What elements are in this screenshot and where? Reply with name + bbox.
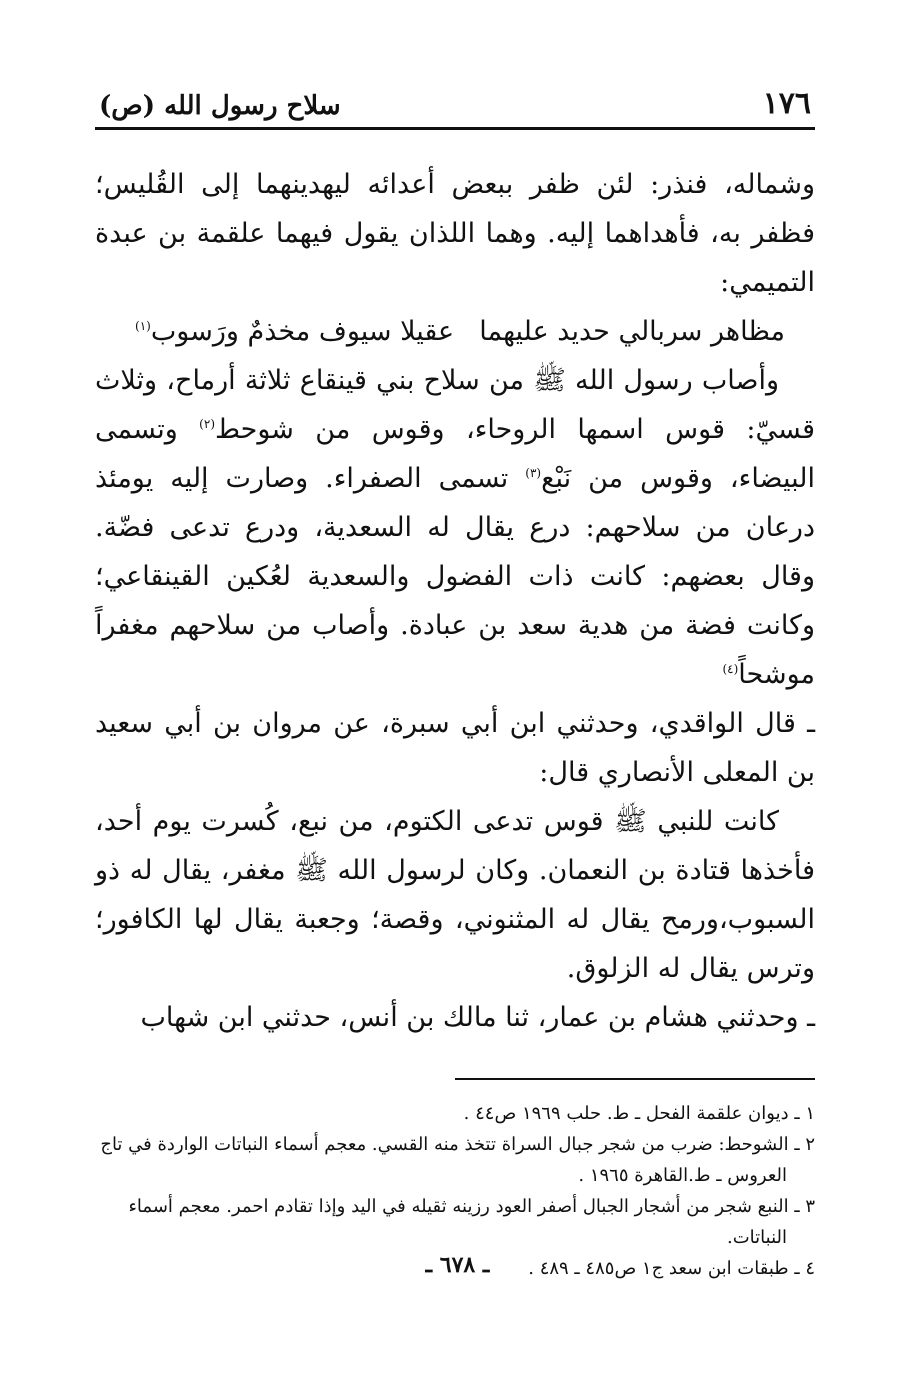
paragraph-2-part-c: تسمى الصفراء. وصارت إليه يومئذ درعان من سلاحهم: درع يقال له السعدية، ودرع تدعى فضّة. وقال بعضهم: كانت ذات الفضول والسعدية لعُكين القينقاعي؛ وكانت فضة من هدية سعد بن عبادة. وأصاب من سلاحهم مغفراً موشحاً bbox=[95, 463, 815, 690]
folio-number: ـ ٦٧٨ ـ bbox=[425, 1252, 490, 1278]
verse-first-hemistich: مظاهر سربالي حديد عليهما bbox=[479, 316, 785, 347]
paragraph-2 bbox=[95, 356, 815, 699]
book-page bbox=[95, 78, 815, 1284]
paragraph-2-part-b: وتسمى البيضاء، وقوس من نَبْع bbox=[95, 414, 815, 494]
paragraph-4: كانت للنبي ﷺ قوس تدعى الكتوم، من نبع، كُسرت يوم أحد، فأخذها قتادة بن النعمان. وكان لرسول الله ﷺ مغفر، يقال له ذو السبوب،ورمح يقال له المثنوني، وقصة؛ وجعبة يقال لها الكافور؛ وترس يقال له الزلوق. bbox=[95, 806, 815, 984]
footnote-marker-2: (٢) bbox=[199, 417, 215, 431]
paragraph-1: وشماله، فنذر: لئن ظفر ببعض أعدائه ليهدينهما إلى القُليس؛ فظفر به، فأهداهما إليه. وهما اللذان يقول فيهما علقمة بن عبدة التميمي: bbox=[95, 169, 815, 298]
paragraph-3: ـ قال الواقدي، وحدثني ابن أبي سبرة، عن مروان بن أبي سعيد بن المعلى الأنصاري قال: bbox=[95, 708, 815, 788]
footnote-1: ١ ـ ديوان علقمة الفحل ـ ط. حلب ١٩٦٩ ص٤٤ . bbox=[463, 1103, 815, 1124]
paragraph-5: ـ وحدثني هشام بن عمار، ثنا مالك بن أنس، حدثني ابن شهاب bbox=[140, 1002, 815, 1033]
footnote-3: ٣ ـ النبع شجر من أشجار الجبال أصفر العود رزينه ثقيله في اليد وإذا تقادم احمر. معجم أسماء النباتات. bbox=[128, 1196, 815, 1248]
running-title: سلاح رسول الله (ص) bbox=[99, 91, 341, 121]
footnote-2: ٢ ـ الشوحط: ضرب من شجر جبال السراة تتخذ منه القسي. معجم أسماء النباتات الواردة في تاج العروس ـ ط.القاهرة ١٩٦٥ . bbox=[100, 1134, 815, 1186]
poetry-verse bbox=[95, 307, 815, 356]
footnote-marker-3: (٣) bbox=[525, 466, 542, 480]
paragraph-2-part-a: وأصاب رسول الله ﷺ من سلاح بني قينقاع ثلاثة أرماح، وثلاث قسيّ: قوس اسمها الروحاء، وقوس من شوحط bbox=[95, 365, 816, 445]
footnote-separator bbox=[455, 1078, 815, 1080]
verse-second-hemistich bbox=[135, 307, 454, 356]
page-header bbox=[95, 78, 815, 130]
footnote-marker-4: (٤) bbox=[722, 662, 739, 676]
main-text bbox=[95, 160, 815, 1042]
verse-second-text: عقيلا سيوف مخذمٌ ورَسوب bbox=[150, 316, 455, 347]
footnote-marker-1: (١) bbox=[135, 319, 151, 333]
page-number: ١٧٦ bbox=[762, 86, 811, 121]
footnote-4: ٤ ـ طبقات ابن سعد ج١ ص٤٨٥ ـ ٤٨٩ . bbox=[528, 1258, 815, 1279]
